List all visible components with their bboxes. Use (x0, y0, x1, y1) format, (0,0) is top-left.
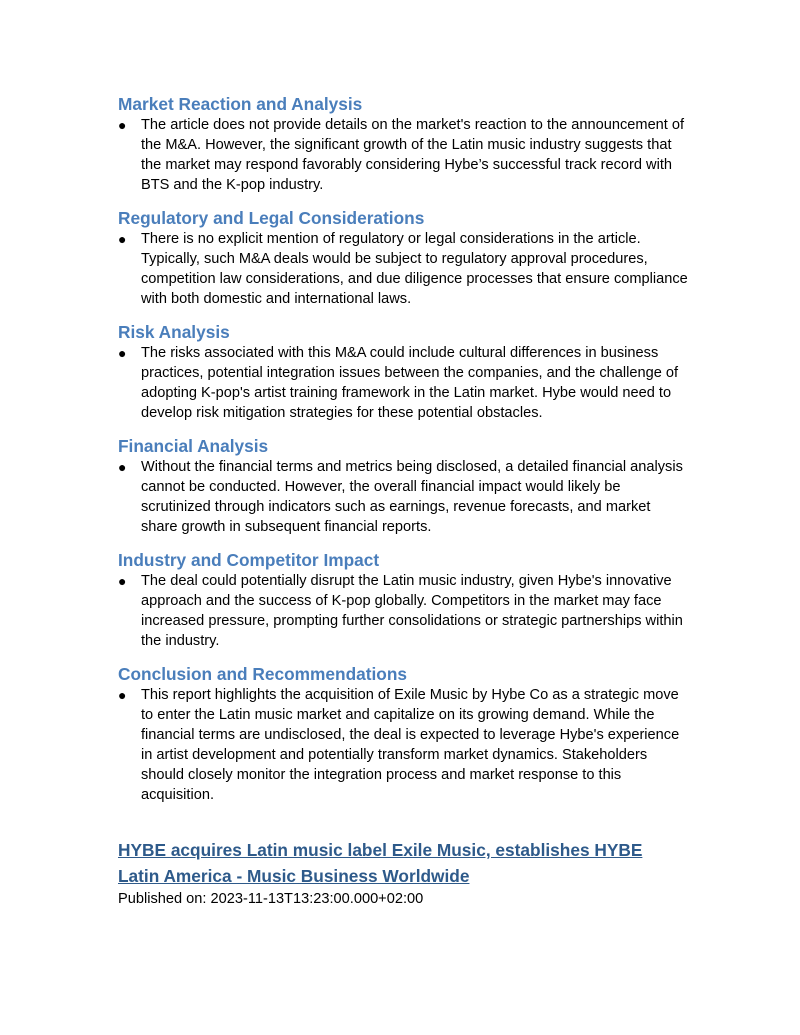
bullet-text: The article does not provide details on the market's reaction to the announcement of the M&A. However, the significant growth of the Latin music industry suggests that the market may respond favorably considering Hybe’s successful track record with BTS and the K-pop industry. (141, 117, 685, 193)
section-heading: Regulatory and Legal Considerations (118, 208, 425, 228)
source-article-link[interactable]: HYBE acquires Latin music label Exile Music, establishes HYBE Latin America - Music Business Worldwide (118, 840, 643, 886)
bullet-dot-icon: ● (118, 459, 127, 475)
section-financial-analysis (118, 435, 688, 537)
section-industry-competitor (118, 549, 688, 651)
bullet-text: There is no explicit mention of regulatory or legal considerations in the article. Typically, such M&A deals would be subject to regulatory approval procedures, competition law considerations, and due diligence processes that ensure compliance with both domestic and international laws. (141, 231, 688, 307)
bullet-dot-icon: ● (118, 573, 127, 589)
section-heading: Financial Analysis (118, 436, 269, 456)
bullet-dot-icon: ● (118, 231, 127, 247)
section-heading: Conclusion and Recommendations (118, 664, 408, 684)
section-heading: Risk Analysis (118, 322, 230, 342)
published-date: Published on: 2023-11-13T13:23:00.000+02:00 (118, 891, 424, 907)
bullet-list (118, 115, 688, 195)
document-page (118, 93, 688, 909)
bullet-text: Without the financial terms and metrics being disclosed, a detailed financial analysis cannot be conducted. However, the overall financial impact would likely be scrutinized through indicators such as earnings, revenue forecasts, and market share growth in subsequent financial reports. (141, 459, 683, 535)
bullet-list (118, 229, 688, 309)
bullet-dot-icon: ● (118, 345, 127, 361)
section-heading: Industry and Competitor Impact (118, 550, 380, 570)
section-regulatory-legal (118, 207, 688, 309)
bullet-list (118, 571, 688, 651)
bullet-dot-icon: ● (118, 117, 127, 133)
section-conclusion (118, 663, 688, 805)
bullet-list (118, 457, 688, 537)
section-market-reaction (118, 93, 688, 195)
bullet-list (118, 343, 688, 423)
source-block (118, 837, 688, 909)
bullet-item (118, 229, 688, 309)
bullet-item (118, 571, 688, 651)
bullet-item (118, 457, 688, 537)
bullet-dot-icon: ● (118, 687, 127, 703)
bullet-list (118, 685, 688, 805)
bullet-text: The risks associated with this M&A could include cultural differences in business practices, potential integration issues between the companies, and the challenge of adopting K-pop's artist training framework in the Latin market. Hybe would need to develop risk mitigation strategies for these potential obstacles. (141, 345, 679, 421)
section-risk-analysis (118, 321, 688, 423)
bullet-text: The deal could potentially disrupt the Latin music industry, given Hybe's innovative approach and the success of K-pop globally. Competitors in the market may face increased pressure, prompting further consolidations or strategic partnerships within the industry. (141, 573, 683, 649)
bullet-item (118, 115, 688, 195)
bullet-text: This report highlights the acquisition of Exile Music by Hybe Co as a strategic move to enter the Latin music market and capitalize on its growing demand. While the financial terms are undisclosed, the deal is expected to leverage Hybe's experience in artist development and potentially transform market dynamics. Stakeholders should closely monitor the integration process and market response to this acquisition. (141, 687, 680, 803)
bullet-item (118, 685, 688, 805)
section-heading: Market Reaction and Analysis (118, 94, 363, 114)
bullet-item (118, 343, 688, 423)
